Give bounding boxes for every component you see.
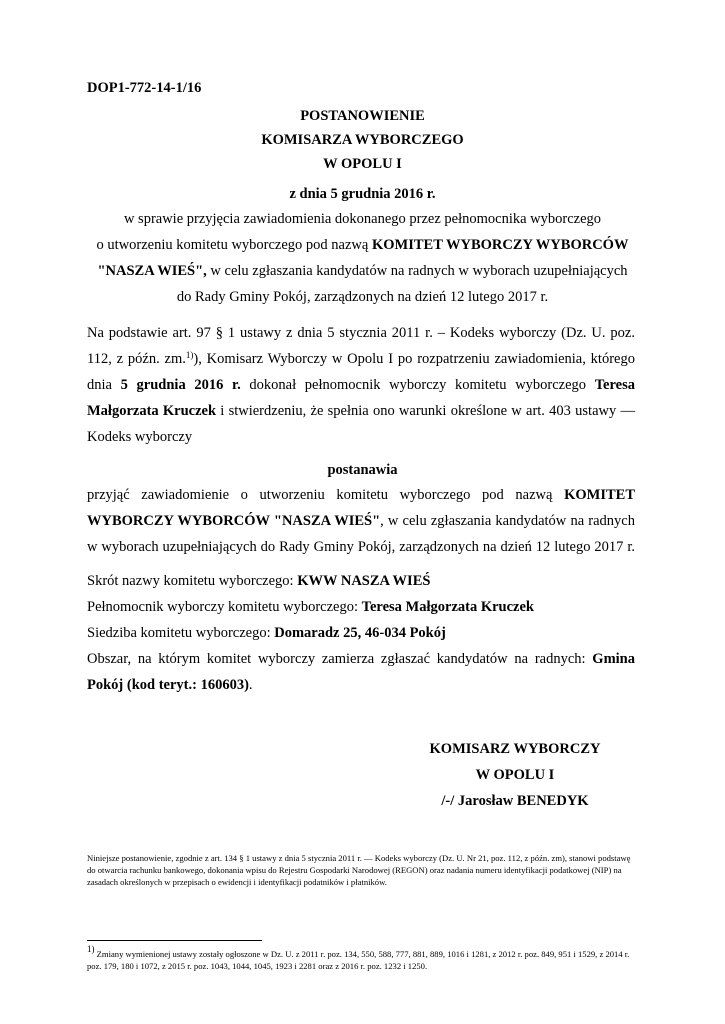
signature-line: /-/ Jarosław BENEDYK <box>441 793 589 809</box>
reference-number: DOP1-772-14-1/16 <box>87 80 202 96</box>
committee-name: KOMITET <box>564 487 635 503</box>
signature-block <box>405 736 625 814</box>
document-date: z dnia 5 grudnia 2016 r. <box>289 186 436 202</box>
detail-label: Obszar, na którym komitet wyborczy zamierza zgłaszać kandydatów na radnych: <box>87 651 593 667</box>
footnote <box>87 944 635 972</box>
basis-line <box>87 398 635 424</box>
detail-value: Teresa Małgorzata Kruczek <box>361 599 534 615</box>
detail-label: Skrót nazwy komitetu wyborczego: <box>87 573 298 589</box>
subject-line <box>0 258 725 284</box>
detail-value: Pokój (kod teryt.: 160603) <box>87 677 249 693</box>
decision-text: , w celu zgłaszania kandydatów na radnych <box>380 513 635 529</box>
subject-text: o utworzeniu komitetu wyborczego pod nazwą <box>96 237 372 253</box>
decision-paragraph <box>87 482 635 560</box>
basis-line <box>87 346 635 372</box>
decision-line <box>87 482 635 508</box>
basis-line: Kodeks wyborczy <box>87 429 193 445</box>
basis-text: dnia <box>87 377 121 393</box>
proxy-row <box>87 594 635 620</box>
title-line: W OPOLU I <box>323 156 402 172</box>
basis-text: 112, z późn. zm. <box>87 351 186 367</box>
signature-line: W OPOLU I <box>475 767 555 783</box>
committee-name: WYBORCZY WYBORCÓW "NASZA WIEŚ" <box>87 513 381 529</box>
legal-note: Niniejsze postanowienie, zgodnie z art. 134 § 1 ustawy z dnia 5 stycznia 2011 r. — Kodeks wyborczy (Dz. U. Nr 21, poz. 112, z późn. zm), stanowi podstawę do otwarcia rachunku bankowego, dokonania wpisu do Rejestru Gospodarki Narodowej (REGON) oraz nadania numeru identyfikacji podatkowej (NIP) na zasadach określonych w przepisach o ewidencji i identyfikacji podatników i płatników. <box>87 853 631 887</box>
committee-name: "NASZA WIEŚ", <box>97 263 207 279</box>
subject-text: w celu zgłaszania kandydatów na radnych w wyborach uzupełniających <box>206 263 628 279</box>
seat-row <box>87 620 635 646</box>
short-name-row <box>87 568 635 594</box>
basis-text: i stwierdzeniu, że spełnia ono warunki określone w art. 403 ustawy — <box>216 403 635 419</box>
signature-line: KOMISARZ WYBORCZY <box>429 741 601 757</box>
committee-name: KOMITET WYBORCZY WYBORCÓW <box>371 237 629 253</box>
subject-line: w sprawie przyjęcia zawiadomienia dokonanego przez pełnomocnika wyborczego <box>123 211 602 227</box>
subject-line <box>0 232 725 258</box>
detail-value: Domaradz 25, 46-034 Pokój <box>274 625 446 641</box>
footnote-marker: 1) <box>87 944 95 954</box>
basis-text: dokonał pełnomocnik wyborczy komitetu wyborczego <box>240 377 595 393</box>
basis-line <box>87 372 635 398</box>
subject-line: do Rady Gminy Pokój, zarządzonych na dzień 12 lutego 2017 r. <box>176 289 549 305</box>
title-line: POSTANOWIENIE <box>300 108 425 124</box>
decision-line <box>87 508 635 534</box>
detail-value: KWW NASZA WIEŚ <box>297 573 431 589</box>
area-row <box>87 672 635 698</box>
detail-label: Pełnomocnik wyborczy komitetu wyborczego: <box>87 599 362 615</box>
detail-value: Gmina <box>592 651 635 667</box>
basis-line: Na podstawie art. 97 § 1 ustawy z dnia 5 stycznia 2011 r. – Kodeks wyborczy (Dz. U. poz. <box>87 325 635 341</box>
basis-text: ), Komisarz Wyborczy w Opolu I po rozpatrzeniu zawiadomienia, którego <box>193 351 635 367</box>
decision-text: przyjąć zawiadomienie o utworzeniu komitetu wyborczego pod nazwą <box>87 487 565 503</box>
area-row <box>87 646 635 672</box>
footnote-text: Zmiany wymienionej ustawy zostały ogłoszone w Dz. U. z 2011 r. poz. 134, 550, 588, 777, 881, 889, 1016 i 1281, z 2012 r. poz. 849, 951 i 1529, z 2014 r. poz. 179, 180 i 1072, z 2015 r. poz. 1043, 1044, 1045, 1923 i 2281 oraz z 2016 r. poz. 1232 i 1250. <box>87 949 630 971</box>
footnote-separator <box>87 940 262 941</box>
notification-date: 5 grudnia 2016 r. <box>120 377 241 393</box>
decision-line: w wyborach uzupełniających do Rady Gminy Pokój, zarządzonych na dzień 12 lutego 2017 r. <box>87 539 635 555</box>
proxy-name: Teresa <box>594 377 635 393</box>
detail-text: . <box>248 677 253 693</box>
proxy-name: Małgorzata Kruczek <box>87 403 217 419</box>
subject-block <box>0 206 725 310</box>
decides-heading: postanawia <box>327 462 398 478</box>
document-title <box>0 104 725 176</box>
committee-details <box>87 568 635 698</box>
detail-label: Siedziba komitetu wyborczego: <box>87 625 275 641</box>
legal-basis-paragraph <box>87 320 635 450</box>
footnote-marker: 1) <box>185 350 194 360</box>
title-line: KOMISARZA WYBORCZEGO <box>261 132 464 148</box>
